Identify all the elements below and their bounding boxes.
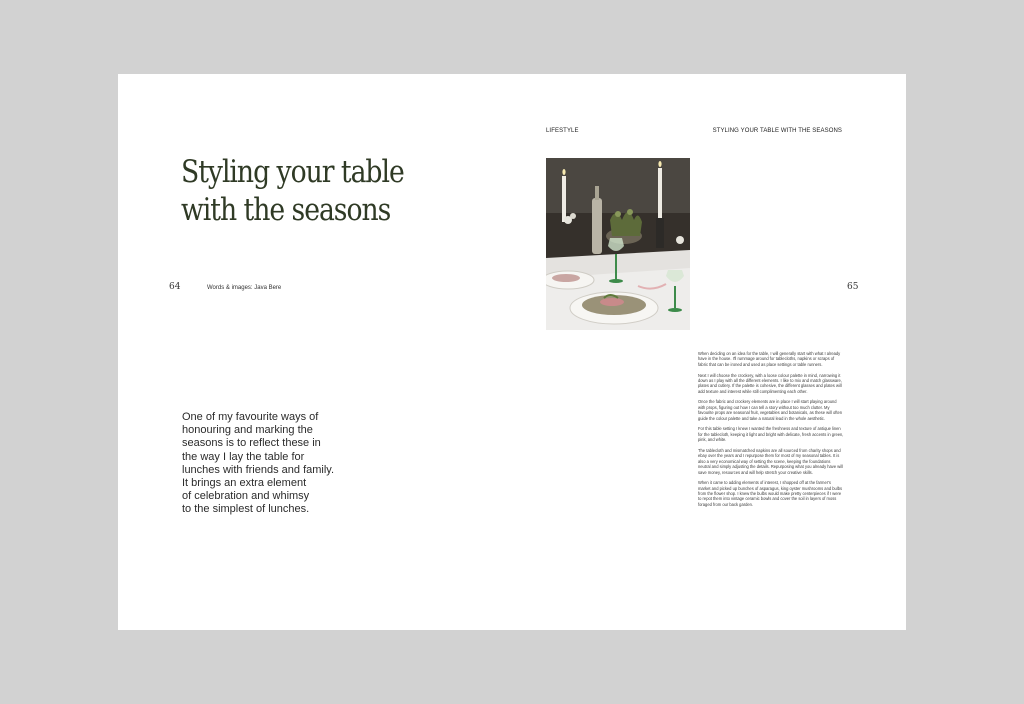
body-paragraph: When it came to adding elements of interest, I shopped off at the farmer's market and picked up bunches of asparagus, king oyster mushrooms and bulbs from the flower shop. I knew the bulbs would make pretty centerpieces if I were to repot them into vintage ceramic bowls and cover the soil in layers of moss foraged from our back garden. <box>698 480 843 507</box>
intro-line: It brings an extra element <box>182 477 307 490</box>
table-setting-photo-art <box>546 158 690 330</box>
running-title: STYLING YOUR TABLE WITH THE SEASONS <box>712 128 842 134</box>
title-line: Styling your table <box>181 154 404 190</box>
intro-paragraph <box>182 411 342 517</box>
intro-line: of celebration and whimsy <box>182 490 310 503</box>
article-credit: Words & images: Java Bere <box>207 285 282 291</box>
left-page-number: 64 <box>169 282 181 292</box>
section-label: LIFESTYLE <box>546 128 579 134</box>
body-paragraph: The tablecloth and mismatched napkins are all sourced from charity shops and ebay over the years and I repurpose them for most of my seasonal tables. It is also a very economical way of setting the scene, keeping the foundations neutral and simply adjusting the details. Repurposing what you already have will save money, resources and will help stretch your creative skills. <box>698 447 843 475</box>
body-paragraph: For this table setting I knew I wanted the freshness and texture of antique linen for the tablecloth, keeping it light and bright with delicate, fresh accents in green, pink, and white. <box>698 426 844 443</box>
intro-line: honouring and marking the <box>182 424 313 437</box>
table-setting-photo <box>546 158 690 330</box>
article-title <box>181 153 439 229</box>
body-paragraph: Next I will choose the crockery, with a loose colour palette in mind, narrowing it down as I play with all the different elements. I like to mix and match glassware, plates and cutlery. If the palette is cohesive, the different glasses and plates will add texture and interest while still complimenting each other. <box>698 372 842 394</box>
intro-line: the way I lay the table for <box>182 450 305 463</box>
body-paragraph: Once the fabric and crockery elements are in place I will start playing around with props, figuring out how I can tell a story without too much clutter. My favourite props are seasonal fruit, vegetables and botanicals, as these will often guide the colour palette and take a natural lead in the whole aesthetic. <box>698 399 843 421</box>
title-line: with the seasons <box>181 192 391 228</box>
intro-line: seasons is to reflect these in <box>182 437 321 450</box>
body-paragraph: When deciding on an idea for the table, I will generally start with what I already have in the house. I'll rummage around for tablecloths, napkins or scraps of fabric that can be ironed and used as place settings or table runners. <box>698 351 841 367</box>
magazine-spread <box>118 74 906 630</box>
intro-line: lunches with friends and family. <box>182 463 335 476</box>
article-body <box>698 351 844 513</box>
right-page-number: 65 <box>847 282 859 292</box>
intro-line: to the simplest of lunches. <box>182 503 310 516</box>
intro-line: One of my favourite ways of <box>182 411 319 423</box>
